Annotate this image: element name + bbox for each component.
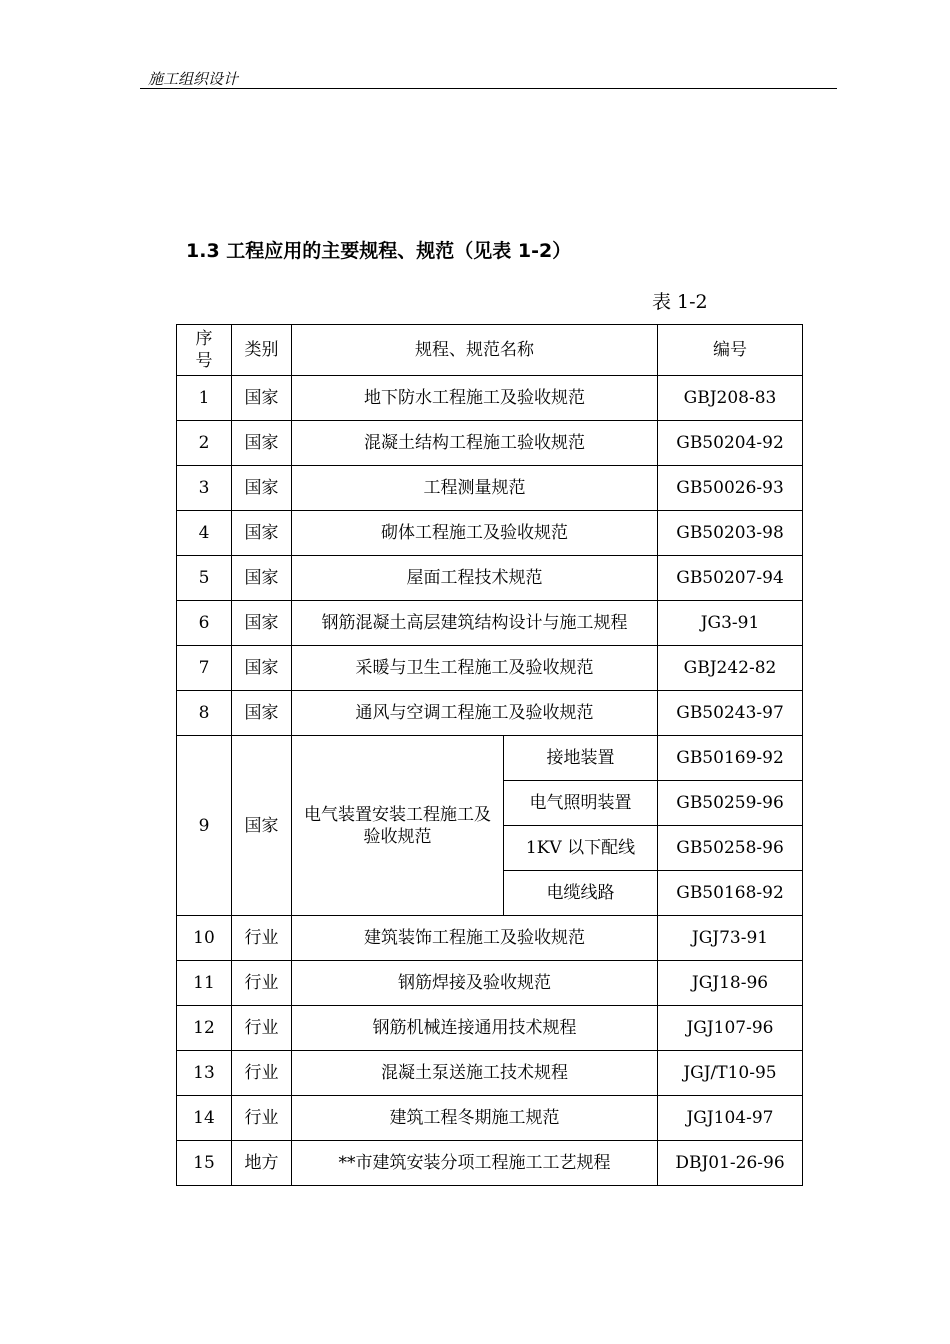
row-code: GB50026-93 bbox=[658, 466, 803, 511]
table-row bbox=[177, 601, 803, 646]
table-row bbox=[177, 1051, 803, 1096]
row-code: JGJ18-96 bbox=[658, 961, 803, 1006]
header-seq: 序 号 bbox=[177, 325, 232, 376]
page-header-title: 施工组织设计 bbox=[148, 70, 239, 88]
table-row bbox=[177, 646, 803, 691]
sub-row-name: 电气照明装置 bbox=[504, 781, 658, 826]
row-seq: 4 bbox=[177, 511, 232, 556]
header-divider bbox=[140, 88, 837, 89]
sub-row-name: 接地装置 bbox=[504, 736, 658, 781]
row-name: 混凝土泵送施工技术规程 bbox=[292, 1051, 658, 1096]
sub-row-name: 1KV 以下配线 bbox=[504, 826, 658, 871]
row-category: 国家 bbox=[232, 601, 292, 646]
row-category: 国家 bbox=[232, 376, 292, 421]
row-name: 建筑装饰工程施工及验收规范 bbox=[292, 916, 658, 961]
row-name: 电气装置安装工程施工及验收规范 bbox=[292, 736, 504, 916]
row-seq: 5 bbox=[177, 556, 232, 601]
row-code: DBJ01-26-96 bbox=[658, 1141, 803, 1186]
row-code: JGJ107-96 bbox=[658, 1006, 803, 1051]
sub-row-name: 电缆线路 bbox=[504, 871, 658, 916]
row-category: 行业 bbox=[232, 1096, 292, 1141]
row-seq: 13 bbox=[177, 1051, 232, 1096]
row-name: 工程测量规范 bbox=[292, 466, 658, 511]
row-seq: 6 bbox=[177, 601, 232, 646]
table-label: 表 1-2 bbox=[652, 291, 708, 313]
table-row bbox=[177, 376, 803, 421]
row-seq: 3 bbox=[177, 466, 232, 511]
row-seq: 11 bbox=[177, 961, 232, 1006]
row-code: JGJ73-91 bbox=[658, 916, 803, 961]
row-code: GBJ242-82 bbox=[658, 646, 803, 691]
sub-row-code: GB50259-96 bbox=[658, 781, 803, 826]
row-code: GB50243-97 bbox=[658, 691, 803, 736]
row-seq: 15 bbox=[177, 1141, 232, 1186]
row-code: GB50203-98 bbox=[658, 511, 803, 556]
row-code: GB50207-94 bbox=[658, 556, 803, 601]
spec-table bbox=[176, 324, 803, 1186]
row-seq: 9 bbox=[177, 736, 232, 916]
row-code: JGJ/T10-95 bbox=[658, 1051, 803, 1096]
row-name: 通风与空调工程施工及验收规范 bbox=[292, 691, 658, 736]
table-row bbox=[177, 466, 803, 511]
row-category: 国家 bbox=[232, 421, 292, 466]
row-seq: 1 bbox=[177, 376, 232, 421]
table-header-row bbox=[177, 325, 803, 376]
row-name: 钢筋混凝土高层建筑结构设计与施工规程 bbox=[292, 601, 658, 646]
row-category: 国家 bbox=[232, 646, 292, 691]
row-code: GBJ208-83 bbox=[658, 376, 803, 421]
table-row bbox=[177, 556, 803, 601]
header-name: 规程、规范名称 bbox=[292, 325, 658, 376]
row-category: 行业 bbox=[232, 1006, 292, 1051]
row-category: 地方 bbox=[232, 1141, 292, 1186]
row-name: 地下防水工程施工及验收规范 bbox=[292, 376, 658, 421]
row-category: 国家 bbox=[232, 736, 292, 916]
row-category: 行业 bbox=[232, 1051, 292, 1096]
row-code: JG3-91 bbox=[658, 601, 803, 646]
row-category: 国家 bbox=[232, 511, 292, 556]
row-name: 砌体工程施工及验收规范 bbox=[292, 511, 658, 556]
row-seq: 8 bbox=[177, 691, 232, 736]
row-seq: 10 bbox=[177, 916, 232, 961]
table-row bbox=[177, 511, 803, 556]
row-seq: 2 bbox=[177, 421, 232, 466]
row-code: JGJ104-97 bbox=[658, 1096, 803, 1141]
table-row bbox=[177, 916, 803, 961]
table-row bbox=[177, 1006, 803, 1051]
section-title: 1.3 工程应用的主要规程、规范（见表 1-2） bbox=[186, 240, 572, 262]
row-seq: 7 bbox=[177, 646, 232, 691]
row-name: 混凝土结构工程施工验收规范 bbox=[292, 421, 658, 466]
row-seq: 14 bbox=[177, 1096, 232, 1141]
row-category: 国家 bbox=[232, 556, 292, 601]
row-name: 采暖与卫生工程施工及验收规范 bbox=[292, 646, 658, 691]
row-category: 行业 bbox=[232, 961, 292, 1006]
header-category: 类别 bbox=[232, 325, 292, 376]
table-row bbox=[177, 421, 803, 466]
row-name: 建筑工程冬期施工规范 bbox=[292, 1096, 658, 1141]
row-name: 钢筋机械连接通用技术规程 bbox=[292, 1006, 658, 1051]
sub-row-code: GB50258-96 bbox=[658, 826, 803, 871]
table-row-group bbox=[177, 736, 803, 781]
row-name: 钢筋焊接及验收规范 bbox=[292, 961, 658, 1006]
row-category: 国家 bbox=[232, 691, 292, 736]
row-category: 国家 bbox=[232, 466, 292, 511]
table-row bbox=[177, 1141, 803, 1186]
row-name: **市建筑安装分项工程施工工艺规程 bbox=[292, 1141, 658, 1186]
row-code: GB50204-92 bbox=[658, 421, 803, 466]
header-code: 编号 bbox=[658, 325, 803, 376]
sub-row-code: GB50169-92 bbox=[658, 736, 803, 781]
table-row bbox=[177, 691, 803, 736]
row-name: 屋面工程技术规范 bbox=[292, 556, 658, 601]
table-row bbox=[177, 961, 803, 1006]
sub-row-code: GB50168-92 bbox=[658, 871, 803, 916]
row-category: 行业 bbox=[232, 916, 292, 961]
table-row bbox=[177, 1096, 803, 1141]
row-seq: 12 bbox=[177, 1006, 232, 1051]
